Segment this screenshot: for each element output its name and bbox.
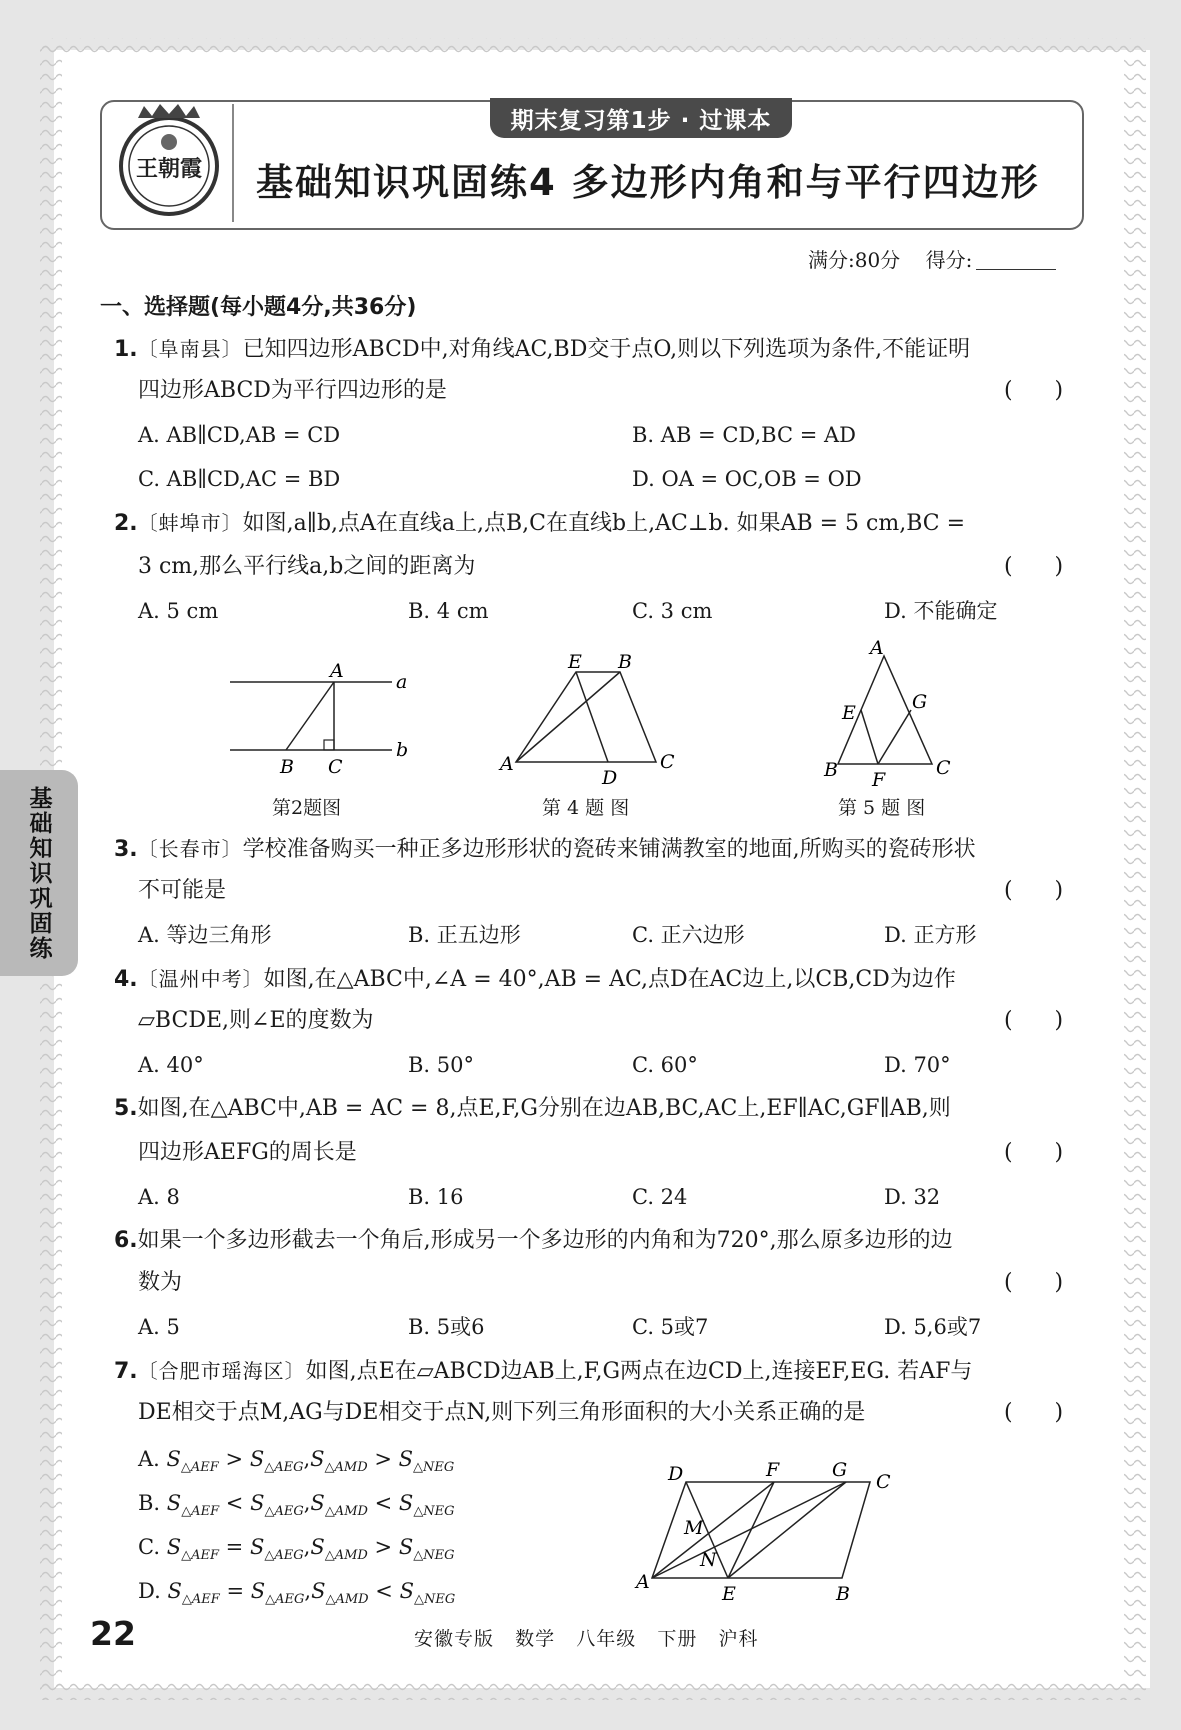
figure-4-caption: 第 4 题 图 — [542, 797, 630, 819]
answer-paren-5: ( ) — [1004, 1140, 1064, 1165]
fig5-label-f: F — [872, 769, 886, 790]
question-5-line2: 四边形AEFG的周长是 — [138, 1140, 357, 1165]
q2-option-c: C. 3 cm — [632, 599, 713, 623]
footer-edition: 安徽专版 数学 八年级 下册 沪科 — [414, 1628, 759, 1650]
q6-option-d: D. 5,6或7 — [884, 1315, 982, 1339]
fig4-label-e: E — [568, 651, 582, 673]
question-3-line2: 不可能是 — [138, 878, 227, 903]
fig2-label-line-a: a — [396, 671, 408, 693]
logo-divider — [232, 104, 234, 222]
fig5-label-c: C — [936, 757, 951, 779]
q5-option-d: D. 32 — [884, 1185, 941, 1209]
figure-5 — [820, 640, 960, 790]
answer-paren-1: ( ) — [1004, 378, 1064, 403]
fig5-label-a: A — [870, 640, 884, 659]
q1-option-b: B. AB = CD,BC = AD — [632, 423, 856, 447]
page-title: 基础知识巩固练4 多边形内角和与平行四边形 — [256, 161, 1040, 204]
question-1: 1.〔阜南县〕已知四边形ABCD中,对角线AC,BD交于点O,则以下列选项为条件,不能证明 — [114, 337, 971, 362]
answer-paren-3: ( ) — [1004, 878, 1064, 903]
q1-option-a: A. AB∥CD,AB = CD — [138, 423, 341, 447]
q7-option-c: C. $S_{\triangle AEF} = S_{\triangle AEG},S_{\triangle AMD} > S_{\triangle NEG}$ — [138, 1535, 455, 1564]
question-5: 5.如图,在△ABC中,AB = AC = 8,点E,F,G分别在边AB,BC,AC上,EF∥AC,GF∥AB,则 — [114, 1096, 951, 1121]
q7-option-d: D. $S_{\triangle AEF} = S_{\triangle AEG},S_{\triangle AMD} < S_{\triangle NEG}$ — [138, 1579, 456, 1608]
q7-option-b: B. $S_{\triangle AEF} < S_{\triangle AEG},S_{\triangle AMD} < S_{\triangle NEG}$ — [138, 1491, 455, 1520]
section-title: 一、选择题(每小题4分,共36分) — [100, 295, 417, 320]
question-4: 4.〔温州中考〕如图,在△ABC中,∠A = 40°,AB = AC,点D在AC边上,以CB,CD为边作 — [114, 967, 956, 992]
q5-option-a: A. 8 — [138, 1185, 180, 1209]
fig2-label-b-point: B — [280, 756, 294, 778]
q5-option-b: B. 16 — [408, 1185, 464, 1209]
question-2-line2: 3 cm,那么平行线a,b之间的距离为 — [138, 554, 476, 579]
q6-option-b: B. 5或6 — [408, 1315, 485, 1339]
fig7-label-n: N — [700, 1549, 717, 1571]
fig2-label-c-point: C — [328, 756, 343, 778]
q6-option-a: A. 5 — [138, 1315, 180, 1339]
fig7-label-m: M — [684, 1517, 704, 1539]
fig7-label-d: D — [668, 1463, 684, 1485]
question-7-line2: DE相交于点M,AG与DE相交于点N,则下列三角形面积的大小关系正确的是 — [138, 1400, 866, 1425]
q3-option-d: D. 正方形 — [884, 923, 977, 947]
answer-paren-7: ( ) — [1004, 1400, 1064, 1425]
q6-option-c: C. 5或7 — [632, 1315, 709, 1339]
question-7: 7.〔合肥市瑶海区〕如图,点E在▱ABCD边AB上,F,G两点在边CD上,连接EF,EG. 若AF与 — [114, 1359, 973, 1384]
question-6-line2: 数为 — [138, 1270, 183, 1295]
question-2: 2.〔蚌埠市〕如图,a∥b,点A在直线a上,点B,C在直线b上,AC⊥b. 如果AB = 5 cm,BC = — [114, 511, 966, 536]
q1-option-d: D. OA = OC,OB = OD — [632, 467, 862, 491]
q2-option-d: D. 不能确定 — [884, 599, 998, 623]
question-3: 3.〔长春市〕学校准备购买一种正多边形形状的瓷砖来铺满教室的地面,所购买的瓷砖形状 — [114, 837, 976, 862]
fig7-label-a: A — [636, 1571, 650, 1593]
fig7-label-b: B — [836, 1583, 850, 1605]
score-label: 得分: — [925, 248, 973, 272]
answer-paren-4: ( ) — [1004, 1008, 1064, 1033]
fig4-label-a: A — [500, 753, 514, 775]
figure-2 — [220, 655, 420, 780]
q2-option-a: A. 5 cm — [138, 599, 219, 623]
fig4-label-c: C — [660, 751, 675, 773]
fig7-label-f: F — [766, 1459, 780, 1481]
fig7-label-g: G — [832, 1459, 848, 1481]
q2-option-b: B. 4 cm — [408, 599, 489, 623]
q4-option-a: A. 40° — [138, 1053, 204, 1077]
score-blank — [976, 269, 1056, 270]
q3-option-b: B. 正五边形 — [408, 923, 521, 947]
q4-option-b: B. 50° — [408, 1053, 475, 1077]
question-6: 6.如果一个多边形截去一个角后,形成另一个多边形的内角和为720°,那么原多边形的边 — [114, 1228, 953, 1253]
q7-option-a: A. $S_{\triangle AEF} > S_{\triangle AEG},S_{\triangle AMD} > S_{\triangle NEG}$ — [138, 1447, 455, 1476]
fig5-label-e: E — [842, 702, 856, 724]
fig7-label-c: C — [876, 1471, 891, 1493]
q5-option-c: C. 24 — [632, 1185, 688, 1209]
fig7-label-e: E — [722, 1583, 736, 1605]
fig5-label-b: B — [824, 759, 838, 781]
score-line — [808, 244, 1056, 273]
q4-option-d: D. 70° — [884, 1053, 951, 1077]
fig2-label-a-point: A — [330, 660, 344, 682]
q3-option-a: A. 等边三角形 — [138, 923, 272, 947]
figure-5-caption: 第 5 题 图 — [838, 797, 926, 819]
logo-seal — [108, 104, 230, 222]
answer-paren-2: ( ) — [1004, 554, 1064, 579]
full-score: 满分:80分 — [808, 248, 901, 272]
page-number: 22 — [90, 1614, 136, 1653]
figure-7 — [626, 1456, 896, 1606]
fig2-label-line-b: b — [396, 739, 409, 761]
answer-paren-6: ( ) — [1004, 1270, 1064, 1295]
fig4-label-b: B — [618, 651, 632, 673]
q3-option-c: C. 正六边形 — [632, 923, 745, 947]
q4-option-c: C. 60° — [632, 1053, 698, 1077]
figure-2-caption: 第2题图 — [272, 797, 342, 819]
review-step-tab: 期末复习第1步 · 过课本 — [490, 98, 792, 138]
chapter-side-tab: 基础知识巩固练 — [0, 770, 78, 976]
question-4-line2: ▱BCDE,则∠E的度数为 — [138, 1008, 374, 1033]
figure-4 — [496, 640, 686, 790]
question-1-line2: 四边形ABCD为平行四边形的是 — [138, 378, 447, 403]
q1-option-c: C. AB∥CD,AC = BD — [138, 467, 341, 491]
fig5-label-g: G — [912, 691, 928, 713]
logo-text: 王朝霞 — [135, 156, 203, 182]
fig4-label-d: D — [602, 767, 618, 789]
